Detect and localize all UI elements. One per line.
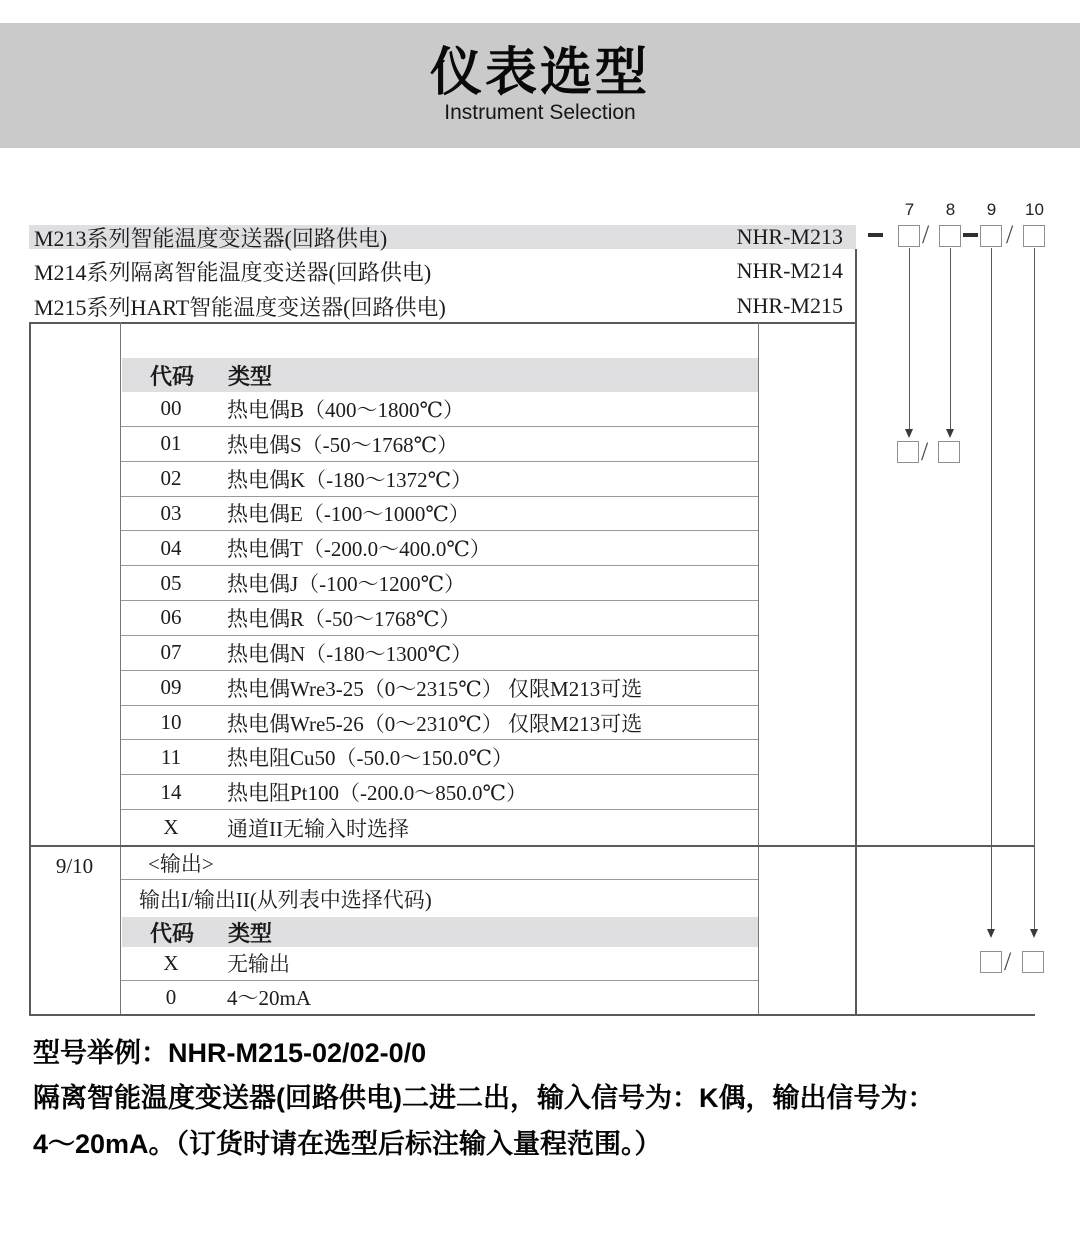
slash-separator: /	[1004, 947, 1012, 976]
type-cell: 热电偶J（-100～1200℃）	[227, 572, 466, 597]
dash-separator	[868, 233, 883, 237]
table-row	[121, 706, 758, 741]
arrow-line-9	[991, 248, 992, 930]
type-cell: 4～20mA	[227, 986, 311, 1011]
slash-separator: /	[921, 437, 929, 466]
code-cell: 06	[160, 605, 182, 630]
code-box-10[interactable]	[1023, 225, 1045, 247]
code-cell: 09	[160, 675, 182, 700]
table-right-border	[855, 249, 857, 1016]
arrow-head-10	[1030, 929, 1038, 938]
code-cell: 03	[160, 500, 182, 525]
input-code-box-8[interactable]	[938, 441, 960, 463]
input-table-header	[122, 358, 758, 392]
type-cell: 热电偶T（-200.0～400.0℃）	[227, 537, 491, 562]
type-cell: 无输出	[227, 952, 290, 977]
table-row	[121, 462, 758, 497]
code-cell: 10	[160, 710, 182, 735]
type-cell: 热电阻Pt100（-200.0～850.0℃）	[227, 781, 527, 806]
code-cell: 07	[160, 640, 182, 665]
example-note-line: 4～20mA。（订货时请在选型后标注输入量程范围。）	[33, 1129, 662, 1159]
col-header-type: 类型	[228, 363, 273, 389]
type-cell: 热电偶B（400～1800℃）	[227, 397, 464, 422]
output-subhead-row	[121, 881, 758, 917]
table-left-border	[29, 322, 31, 1016]
slash-separator: /	[1006, 220, 1014, 249]
code-cell: 02	[160, 466, 182, 491]
type-cell: 热电偶E（-100～1000℃）	[227, 502, 470, 527]
type-cell: 热电偶K（-180～1372℃）	[227, 467, 473, 492]
product-model: NHR-M214	[736, 258, 843, 283]
product-model: NHR-M213	[736, 224, 843, 249]
output-table-header	[122, 917, 758, 947]
col-header-code: 代码	[149, 920, 194, 946]
table-row	[121, 636, 758, 671]
output-code-box-9[interactable]	[980, 951, 1002, 973]
product-row-m213	[29, 225, 856, 249]
arrow-line-10	[1034, 248, 1035, 930]
table-row	[121, 601, 758, 636]
table-row	[121, 531, 758, 566]
code-cell: 05	[160, 570, 182, 595]
output-code-box-10[interactable]	[1022, 951, 1044, 973]
type-cell: 热电偶Wre5-26（0～2310℃） 仅限M213可选	[227, 711, 643, 736]
product-model: NHR-M215	[736, 293, 843, 318]
dash-separator	[963, 233, 978, 237]
col-header-type: 类型	[228, 920, 273, 946]
type-cell: 热电偶S（-50～1768℃）	[227, 432, 459, 457]
table-row	[121, 981, 758, 1015]
table-top-border	[29, 322, 857, 324]
code-cell: 11	[160, 744, 182, 769]
header-band	[0, 23, 1080, 148]
position-label-7: 7	[904, 200, 915, 219]
type-cell: 热电阻Cu50（-50.0～150.0℃）	[227, 746, 513, 771]
position-label-9: 9	[986, 200, 997, 219]
position-label-10: 10	[1025, 200, 1044, 219]
code-cell: 01	[160, 431, 182, 456]
arrow-head-8	[946, 429, 954, 438]
code-box-7[interactable]	[898, 225, 920, 247]
arrow-line-7	[909, 248, 910, 430]
input-code-box-7[interactable]	[897, 441, 919, 463]
table-row	[121, 566, 758, 601]
table-row	[121, 392, 758, 427]
code-cell: X	[163, 815, 179, 840]
type-cell: 热电偶N（-180～1300℃）	[227, 641, 473, 666]
page-subtitle: Instrument Selection	[444, 101, 636, 125]
table-bottom-border	[29, 1014, 1035, 1016]
output-code-table	[121, 947, 758, 1014]
arrow-head-9	[987, 929, 995, 938]
type-cell: 热电偶R（-50～1768℃）	[227, 606, 461, 631]
table-inner-right-border	[758, 322, 759, 1016]
output-head-label: <输出>	[148, 851, 214, 876]
output-subhead-label: 输出I/输出II(从列表中选择代码)	[139, 888, 432, 912]
code-cell: X	[163, 950, 179, 975]
code-cell: 14	[160, 779, 182, 804]
arrow-line-8	[950, 248, 951, 430]
table-row	[121, 810, 758, 845]
product-row-m214	[29, 259, 856, 283]
output-head-row	[121, 846, 758, 880]
table-row	[121, 427, 758, 462]
code-cell: 0	[165, 984, 177, 1009]
position-label-8: 8	[945, 200, 956, 219]
slash-separator: /	[922, 220, 930, 249]
type-cell: 通道II无输入时选择	[227, 816, 409, 841]
product-name: M213系列智能温度变送器(回路供电)	[34, 225, 388, 251]
product-name: M215系列HART智能温度变送器(回路供电)	[34, 294, 446, 320]
type-cell: 热电偶Wre3-25（0～2315℃） 仅限M213可选	[227, 676, 643, 701]
product-name: M214系列隔离智能温度变送器(回路供电)	[34, 259, 432, 285]
product-row-m215	[29, 294, 856, 318]
page-title: 仪表选型	[429, 43, 650, 102]
example-description-line: 隔离智能温度变送器(回路供电)二进二出，输入信号为：K偶，输出信号为：	[33, 1083, 935, 1113]
code-box-9[interactable]	[980, 225, 1002, 247]
col-header-code: 代码	[149, 363, 194, 389]
example-model-line: 型号举例：NHR-M215-02/02-0/0	[33, 1038, 427, 1068]
table-row	[121, 947, 758, 981]
arrow-head-7	[905, 429, 913, 438]
table-row	[121, 671, 758, 706]
position-label-9-10: 9/10	[55, 854, 94, 878]
input-code-table	[121, 392, 758, 845]
table-row	[121, 775, 758, 810]
code-box-8[interactable]	[939, 225, 961, 247]
code-cell: 00	[160, 396, 182, 421]
table-row	[121, 740, 758, 775]
table-row	[121, 497, 758, 532]
code-cell: 04	[160, 535, 182, 560]
